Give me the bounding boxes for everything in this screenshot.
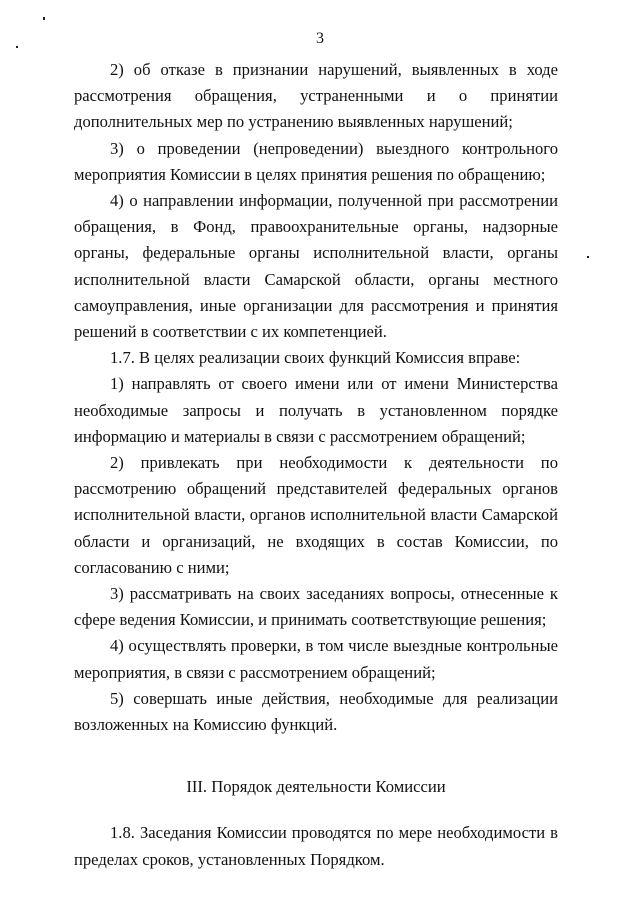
paragraph: 2) привлекать при необходимости к деятельности по рассмотрению обращений представителей федеральных органов исполнительной власти, органов исполнительной власти Самарской области и организаций, не входящих в состав Комиссии, по согласованию с ними; [74, 453, 558, 577]
paragraph: 1.8. Заседания Комиссии проводятся по мере необходимости в пределах сроков, установленных Порядком. [74, 823, 558, 869]
scan-mark-dot [587, 256, 589, 258]
paragraph: 1.7. В целях реализации своих функций Комиссия вправе: [110, 348, 521, 368]
paragraph: 2) об отказе в признании нарушений, выявленных в ходе рассмотрения обращения, устраненными и о принятии дополнительных мер по устранению выявленных нарушений; [74, 60, 558, 132]
paragraph: 3) о проведении (непроведении) выездного контрольного мероприятия Комиссии в целях принятия решения по обращению; [74, 138, 558, 184]
paragraph: 5) совершать иные действия, необходимые для реализации возложенных на Комиссию функций. [74, 688, 558, 735]
paragraph: 4) о направлении информации, полученной при рассмотрении обращения, в Фонд, правоохранительные органы, надзорные органы, федеральные органы исполнительной власти, органы исполнительной власти Самарской области, органы местного самоуправления, иные организации для рассмотрения и принятия решений в соответствии с их компетенцией. [74, 191, 558, 342]
page-number: 3 [316, 30, 324, 47]
scan-mark-dot [16, 46, 18, 48]
document-body [74, 57, 558, 873]
scan-mark-dot [43, 17, 45, 20]
paragraph: 4) осуществлять проверки, в том числе выездные контрольные мероприятия, в связи с рассмотрением обращений; [74, 636, 558, 682]
paragraph: 3) рассматривать на своих заседаниях вопросы, отнесенные к сфере ведения Комиссии, и принимать соответствующие решения; [74, 584, 558, 630]
section-heading: III. Порядок деятельности Комиссии [186, 777, 446, 797]
paragraph: 1) направлять от своего имени или от имени Министерства необходимые запросы и получать в установленном порядке информацию и материалы в связи с рассмотрением обращений; [74, 374, 558, 446]
